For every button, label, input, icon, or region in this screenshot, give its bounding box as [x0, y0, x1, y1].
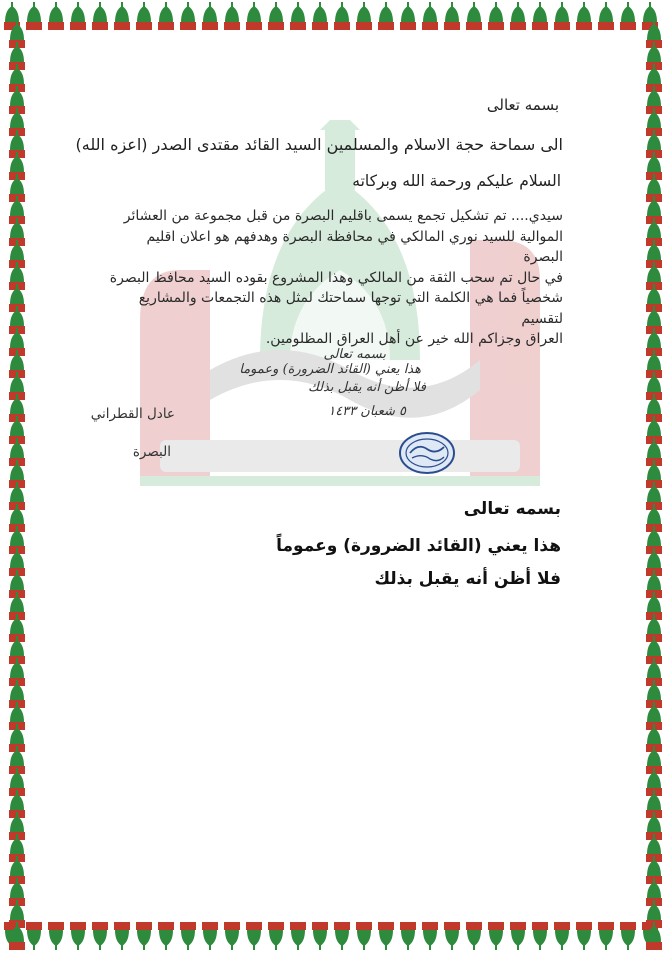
letter-body-line: العراق وجزاكم الله خير عن أهل العراق المظلومين.: [265, 331, 563, 347]
handwritten-basmala: بسمه تعالى: [323, 347, 386, 362]
border-motif-icon: [620, 922, 636, 950]
border-motif-icon: [158, 922, 174, 950]
border-motif-icon: [378, 2, 394, 30]
border-motif-icon: [510, 2, 526, 30]
transcription-line-3: فلا أظن أنه يقبل بذلك: [374, 569, 561, 589]
border-motif-icon: [290, 922, 306, 950]
border-motif-icon: [48, 922, 64, 950]
transcription-line-1: بسمه تعالى: [463, 499, 561, 519]
border-motif-icon: [488, 922, 504, 950]
border-motif-icon: [246, 2, 262, 30]
letter-addressee: الى سماحة حجة الاسلام والمسلمين السيد القائد مقتدى الصدر (اعزه الله): [75, 135, 563, 154]
border-motif-icon: [576, 2, 592, 30]
border-motif-icon: [400, 2, 416, 30]
border-motif-icon: [180, 2, 196, 30]
transcription-line-2: هذا يعني (القائد الضرورة) وعموماً: [276, 536, 561, 556]
letter-basmala: بسمه تعالى: [486, 96, 559, 114]
decorative-border-right: [637, 0, 671, 952]
border-motif-icon: [334, 922, 350, 950]
border-motif-icon: [92, 922, 108, 950]
handwritten-line-2: هذا يعني (القائد الضرورة) وعموما: [239, 362, 421, 377]
border-motif-icon: [268, 922, 284, 950]
border-motif-icon: [554, 922, 570, 950]
border-motif-icon: [290, 2, 306, 30]
border-motif-icon: [136, 2, 152, 30]
border-motif-icon: [422, 2, 438, 30]
border-motif-icon: [598, 2, 614, 30]
border-motif-icon: [158, 2, 174, 30]
letter-body-line: في حال تم سحب الثقة من المالكي وهذا المشروع بقوده السيد محافظ البصرة: [109, 269, 563, 286]
border-motif-icon: [268, 2, 284, 30]
border-motif-icon: [422, 922, 438, 950]
border-motif-icon: [70, 2, 86, 30]
border-motif-icon: [554, 2, 570, 30]
border-motif-icon: [48, 2, 64, 30]
border-motif-icon: [114, 922, 130, 950]
handwritten-date: ٥ شعبان ١٤٣٣: [328, 404, 406, 419]
letter-body-line: سيدي.... تم تشكيل تجمع يسمى باقليم البصرة من قبل مجموعة من العشائر: [123, 208, 563, 224]
border-motif-icon: [224, 922, 240, 950]
letter-greeting: السلام عليكم ورحمة الله وبركاته: [352, 172, 561, 190]
border-motif-icon: [532, 2, 548, 30]
decorative-border-bottom: [0, 920, 671, 952]
border-motif-icon: [356, 922, 372, 950]
border-motif-icon: [598, 922, 614, 950]
border-motif-icon: [576, 922, 592, 950]
border-motif-icon: [488, 2, 504, 30]
border-motif-icon: [532, 922, 548, 950]
border-motif-icon: [224, 2, 240, 30]
decorative-border-left: [0, 0, 34, 952]
border-motif-icon: [466, 922, 482, 950]
border-motif-icon: [444, 922, 460, 950]
letter-body: [103, 206, 563, 350]
border-motif-icon: [400, 922, 416, 950]
border-motif-icon: [202, 922, 218, 950]
border-motif-icon: [92, 2, 108, 30]
sender-city: البصرة: [132, 444, 171, 460]
border-motif-icon: [466, 2, 482, 30]
sender-name: عادل القطراني: [90, 406, 175, 422]
border-motif-icon: [312, 2, 328, 30]
official-seal-icon: [398, 431, 456, 475]
border-motif-icon: [356, 2, 372, 30]
border-motif-icon: [444, 2, 460, 30]
border-motif-icon: [180, 922, 196, 950]
handwritten-line-3: فلا أظن أنه يقبل بذلك: [308, 380, 426, 395]
border-motif-icon: [334, 2, 350, 30]
letter-body-line: شخصياً فما هي الكلمة التي توجها سماحتك لمثل هذه التجمعات والمشاريع لتقسيم: [138, 290, 563, 327]
border-motif-icon: [114, 2, 130, 30]
border-motif-icon: [312, 922, 328, 950]
border-motif-icon: [246, 922, 262, 950]
border-motif-icon: [510, 922, 526, 950]
border-motif-icon: [378, 922, 394, 950]
decorative-border-top: [0, 0, 671, 32]
border-motif-icon: [70, 922, 86, 950]
border-motif-icon: [136, 922, 152, 950]
letter-body-line: الموالية للسيد نوري المالكي في محافظة البصرة وهدفهم هو اعلان اقليم البصرة: [146, 228, 563, 265]
border-motif-icon: [620, 2, 636, 30]
border-motif-icon: [202, 2, 218, 30]
